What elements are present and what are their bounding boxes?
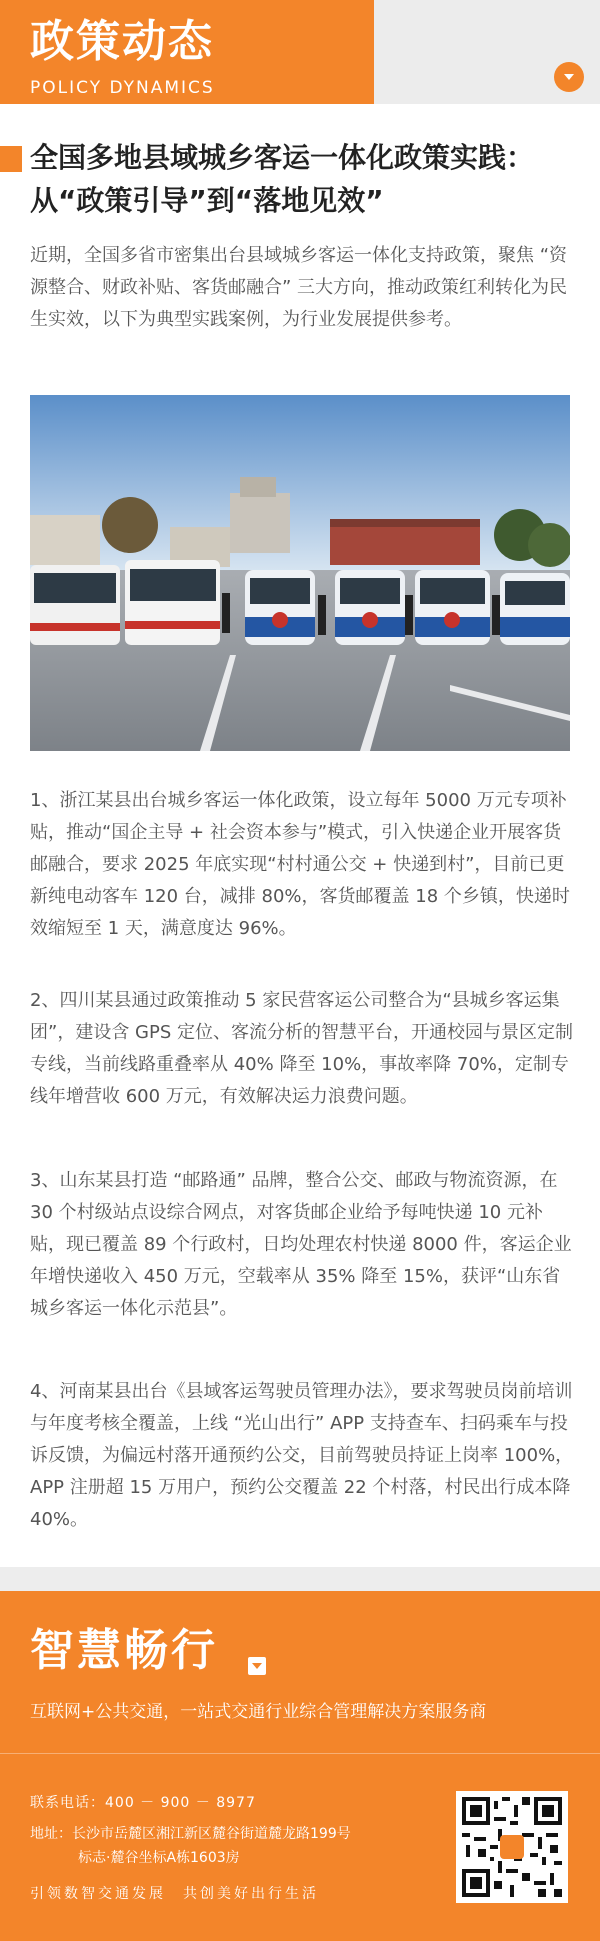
section-title: 政策动态 [30, 16, 214, 67]
case-paragraph-2: 2、四川某县通过政策推动 5 家民营客运公司整合为“县城乡客运集团”，建设含 GPS 定位、客流分析的智慧平台，开通校园与景区定制专线，当前线路重叠率从 40% 降至 10%，事故率降 70%，定制专线年增营收 600 万元，有效解决运力浪费问题。 [30, 990, 573, 1107]
case-paragraph-3: 3、山东某县打造 “邮路通” 品牌，整合公交、邮政与物流资源，在 30 个村级站点设综合网点，对客货邮企业给予每吨快递 10 元补贴，现已覆盖 89 个行政村，日均处理农村快递 8000 件，客运企业年增快递收入 450 万元，空载率从 35% 降至 15%，获评“山东省城乡客运一体化示范县”。 [30, 1170, 572, 1319]
footer-slogan: 互联网+公共交通，一站式交通行业综合管理解决方案服务商 [30, 1702, 487, 1722]
article-intro: 近期，全国多省市密集出台县域城乡客运一体化支持政策，聚焦 “资源整合、财政补贴、客货邮融合” 三大方向，推动政策红利转化为民生实效，以下为典型实践案例，为行业发展提供参考。 [30, 245, 568, 330]
header-banner [0, 0, 600, 104]
bus-photo [30, 395, 570, 751]
footer-address: 地址：长沙市岳麓区湘江新区麓谷街道麓龙路199号 [30, 1826, 351, 1842]
footer [0, 1591, 600, 1941]
case-paragraph-1: 1、浙江某县出台城乡客运一体化政策，设立每年 5000 万元专项补贴，推动“国企主导 + 社会资本参与”模式，引入快递企业开展客货邮融合，要求 2025 年底实现“村村通公交 + 快递到村”，目前已更新纯电动客车 120 台，减排 80%，客货邮覆盖 18 个乡镇，快递时效缩短至 1 天，满意度达 96%。 [30, 790, 570, 939]
chevron-down-icon[interactable] [554, 62, 584, 92]
header-orange-block [0, 0, 374, 104]
case-paragraph-4: 4、河南某县出台《县域客运驾驶员管理办法》，要求驾驶员岗前培训与年度考核全覆盖，上线 “光山出行” APP 支持查车、扫码乘车与投诉反馈，为偏远村落开通预约公交，目前驾驶员持证上岗率 100%，APP 注册超 15 万用户，预约公交覆盖 22 个村落，村民出行成本降 40%。 [30, 1381, 574, 1530]
article-title: 全国多地县域城乡客运一体化政策实践：从“政策引导”到“落地见效” [30, 141, 535, 217]
footer-phone: 联系电话：400 － 900 － 8977 [30, 1795, 256, 1811]
chevron-down-icon[interactable] [248, 1657, 266, 1675]
footer-separator [0, 1753, 600, 1754]
footer-address-line2: 标志·麓谷坐标A栋1603房 [78, 1850, 240, 1866]
footer-motto: 引领数智交通发展 共创美好出行生活 [30, 1886, 319, 1902]
footer-divider [0, 1567, 600, 1591]
footer-brand-title: 智慧畅行 [30, 1625, 218, 1676]
title-accent-bar [0, 146, 22, 172]
qr-code-icon[interactable] [456, 1791, 568, 1903]
section-subtitle: POLICY DYNAMICS [30, 78, 215, 98]
